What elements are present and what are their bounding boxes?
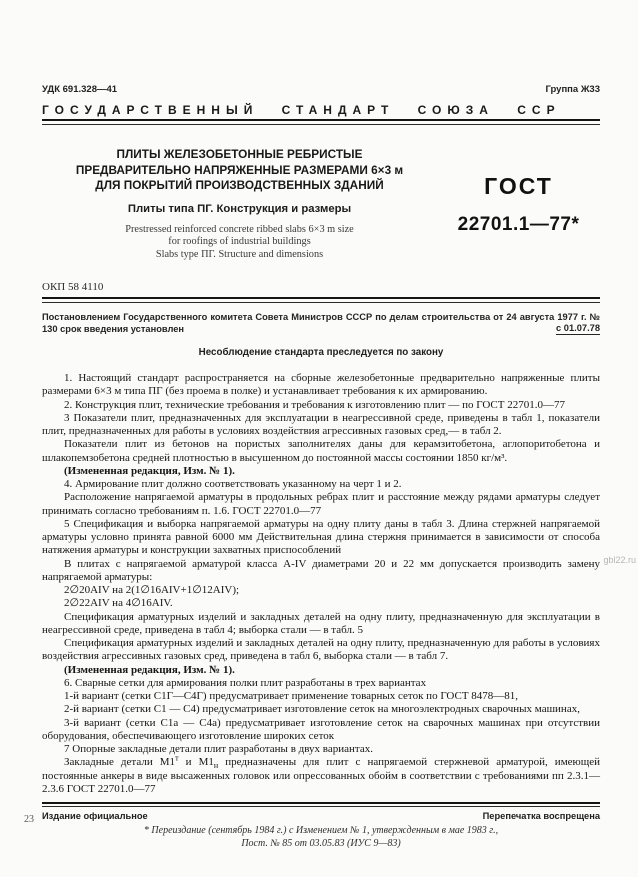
classification-row xyxy=(42,84,600,95)
footer-rule xyxy=(42,802,600,807)
law-notice: Несоблюдение стандарта преследуется по закону xyxy=(198,347,444,358)
reprint-prohibited-label: Перепечатка воспрещена xyxy=(482,811,600,821)
effective-date: с 01.07.78 xyxy=(556,323,600,336)
english-title-line-3: Slabs type ПГ. Structure and dimensions xyxy=(155,248,324,260)
reissue-note-line-2: Пост. № 85 от 03.05.83 (ИУС 9—83) xyxy=(241,838,401,849)
rebar-substitution-line: 2∅20AIV на 2(1∅16AIV+1∅12AIV); xyxy=(64,584,240,596)
decree-text: Постановлением Государственного комитета Совета Министров СССР по делам строительства от 24 августа 1977 г. № 130 срок введения установлен xyxy=(42,312,600,334)
decree-paragraph xyxy=(42,312,600,335)
body-paragraph: Расположение напрягаемой арматуры в продольных ребрах плит и расстояние между рядами арматуры следует принимать согласно требованиям п. 1.6. ГОСТ 22701.0—77 xyxy=(42,491,600,517)
gost-label: ГОСТ xyxy=(484,173,553,199)
body-paragraph: 1-й вариант (сетки С1Г—С4Г) предусматривает применение товарных сеток по ГОСТ 8478—81, xyxy=(64,690,519,702)
embed-details-paragraph xyxy=(42,753,600,796)
embed-detail-sub: н xyxy=(213,761,219,771)
okp-rule xyxy=(42,297,600,303)
official-edition-label: Издание официальное xyxy=(42,811,148,821)
gost-number: 22701.1—77* xyxy=(457,214,580,235)
reissue-note xyxy=(42,824,600,850)
embed-detail-prefix: Закладные детали М1 xyxy=(64,756,176,769)
body-paragraph: 4. Армирование плит должно соответствовать указанному на черт 1 и 2. xyxy=(64,478,402,490)
body-paragraph: Спецификация арматурных изделий и закладных деталей на одну плиту, предназначенную для эксплуатации в неагрессивной среде, приведена в табл 4; выборка стали — в табл. 5 xyxy=(42,610,600,636)
body-paragraph: Показатели плит из бетонов на пористых заполнителях даны для керамзитобетона, аглопоритобетона и шлакопемзобетона средней плотностью в высушенном до постоянной массы состоянии 1850 кг/м³. xyxy=(42,438,600,464)
body-paragraph: Спецификация арматурных изделий и закладных деталей на одну плиту, предназначенную для работы в условиях воздействия агрессивных газовых сред, приведена в табл 6, выборка стали — в табл 7. xyxy=(42,637,600,663)
header-rule xyxy=(42,119,600,125)
body-paragraph: 1. Настоящий стандарт распространяется на сборные железобетонные предварительно напряженные плиты размерами 6×3 м типа ПГ (без проема в полке) и устанавливает требования к их армированию. xyxy=(42,372,600,398)
state-standard-heading: ГОСУДАРСТВЕННЫЙ СТАНДАРТ СОЮЗА ССР xyxy=(42,103,561,117)
body-paragraph: 6. Сварные сетки для армирования полки плит разработаны в трех вариантах xyxy=(64,676,427,689)
group-code: Группа Ж33 xyxy=(545,84,600,95)
subtitle: Плиты типа ПГ. Конструкция и размеры xyxy=(127,202,352,215)
body-paragraph: 2. Конструкция плит, технические требования и требования к изготовлению плит — по ГОСТ 22701.0—77 xyxy=(64,398,565,411)
reissue-note-line-1: * Переиздание (сентябрь 1984 г.) с Изменением № 1, утвержденным в мае 1983 г., xyxy=(143,825,499,836)
title-line-3: ДЛЯ ПОКРЫТИЙ ПРОИЗВОДСТВЕННЫХ ЗДАНИЙ xyxy=(95,178,384,192)
watermark: gbl22.ru xyxy=(603,555,636,565)
body-paragraph: 7 Опорные закладные детали плит разработаны в двух вариантах. xyxy=(64,743,373,755)
body-paragraph: 3-й вариант (сетки С1а — С4а) предусматривает изготовление сеток на сварочных машинах при отсутствии оборудования, обеспечивающего изготовление широких сеток xyxy=(42,716,600,742)
footer-row xyxy=(42,811,600,821)
body-paragraph: 5 Спецификация и выборка напрягаемой арматуры на одну плиту даны в табл 3. Длина стержней напрягаемой арматуры условно принята равной 6000 мм Действительная длина стержня принимается в зависимости от способа натяжения арматуры и конструкции захватных приспособлений xyxy=(42,517,600,557)
udk-code: УДК 691.328—41 xyxy=(42,84,118,95)
rebar-substitution-line: 2∅22AIV на 4∅16AIV. xyxy=(64,597,173,610)
amendment-note: (Измененная редакция, Изм. № 1). xyxy=(64,663,235,676)
english-title-line-2: for roofings of industrial buildings xyxy=(168,236,311,247)
amendment-note: (Измененная редакция, Изм. № 1). xyxy=(64,464,235,477)
body-paragraph: 3 Показатели плит, предназначенных для эксплуатации в неагрессивной среде, приведены в табл 1, показатели плит, предназначенных для работы в условиях воздействия агрессивных газовых сред,— в табл 2. xyxy=(42,411,600,437)
page-number: 23 xyxy=(24,814,34,825)
title-line-2: ПРЕДВАРИТЕЛЬНО НАПРЯЖЕННЫЕ РАЗМЕРАМИ 6×3 м xyxy=(75,162,404,177)
standard-body xyxy=(42,372,600,796)
gost-designation xyxy=(437,147,600,261)
embed-detail-suffix: предназначены для плит с напрягаемой стержневой арматурой, имеющей постоянные анкеры в виде высаженных головок или опрессованных обойм в соответствии с требованиями пп 2.3.1—2.3.6 ГОСТ 22701.0—77 xyxy=(42,756,600,795)
body-paragraph: В плитах с напрягаемой арматурой класса A-IV диаметрами 20 и 22 мм допускается производить замену напрягаемой арматуры: xyxy=(42,557,600,583)
embed-detail-sup: т xyxy=(175,753,179,763)
embed-detail-mid: и М1 xyxy=(178,756,214,769)
title-block xyxy=(42,147,600,261)
english-title-line-1: Prestressed reinforced concrete ribbed slabs 6×3 m size xyxy=(125,223,354,235)
okp-code: ОКП 58 4110 xyxy=(42,281,104,293)
title-line-1: ПЛИТЫ ЖЕЛЕЗОБЕТОННЫЕ РЕБРИСТЫЕ xyxy=(116,147,363,161)
body-paragraph: 2-й вариант (сетки С1 — С4) предусматривает изготовление сеток на многоэлектродных сварочных машинах, xyxy=(64,703,580,716)
